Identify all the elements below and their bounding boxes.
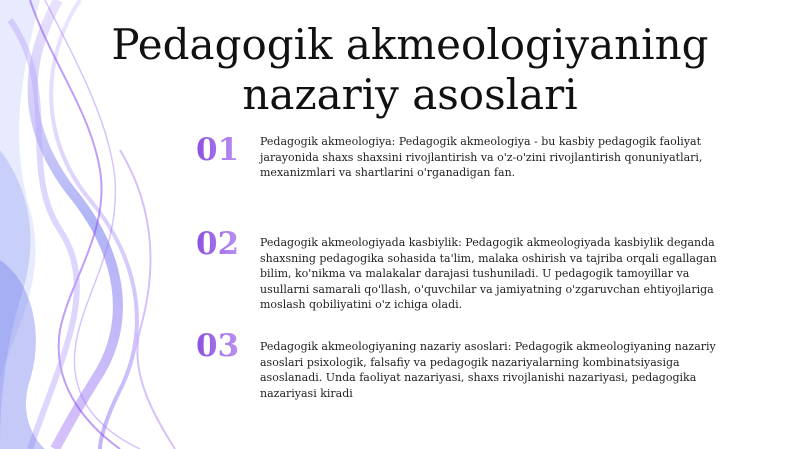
slide-title-line-2: nazariy asoslari <box>242 70 578 119</box>
point-item-1 <box>196 132 736 192</box>
slide-title <box>60 20 760 120</box>
point-item-3 <box>196 328 736 398</box>
point-text-3: Pedagogik akmeologiyaning nazariy asoslari: Pedagogik akmeologiyaning nazariy asoslari psixologik, falsafiy va pedagogik nazariyalarning kombinatsiyasiga asoslanadi. Unda faoliyat nazariyasi, shaxs rivojlanishi nazariyasi, pedagogika nazariyasi kiradi <box>260 340 716 400</box>
point-number-1: 01 <box>196 132 252 168</box>
point-number-2: 02 <box>196 226 252 262</box>
slide-title-line-1: Pedagogik akmeologiyaning <box>111 20 709 69</box>
point-item-2 <box>196 226 736 316</box>
point-text-2: Pedagogik akmeologiyada kasbiylik: Pedagogik akmeologiyada kasbiylik deganda shaxsning pedagogika sohasida ta'lim, malaka oshirish va tajriba orqali egallagan bilim, ko'nikma va malakalar darajasi tushuniladi. U pedagogik tamoyillar va usullarni samarali qo'llash, o'quvchilar va jamiyatning o'zgaruvchan ehtiyojlariga moslash qobiliyatini o'z ichiga oladi. <box>260 236 717 311</box>
point-number-3: 03 <box>196 328 252 364</box>
point-text-1: Pedagogik akmeologiya: Pedagogik akmeologiya - bu kasbiy pedagogik faoliyat jarayonida shaxs shaxsini rivojlantirish va o'z-o'zini rivojlantirish qonuniyatlari, mexanizmlari va shartlarini o'rganadigan fan. <box>260 135 703 179</box>
